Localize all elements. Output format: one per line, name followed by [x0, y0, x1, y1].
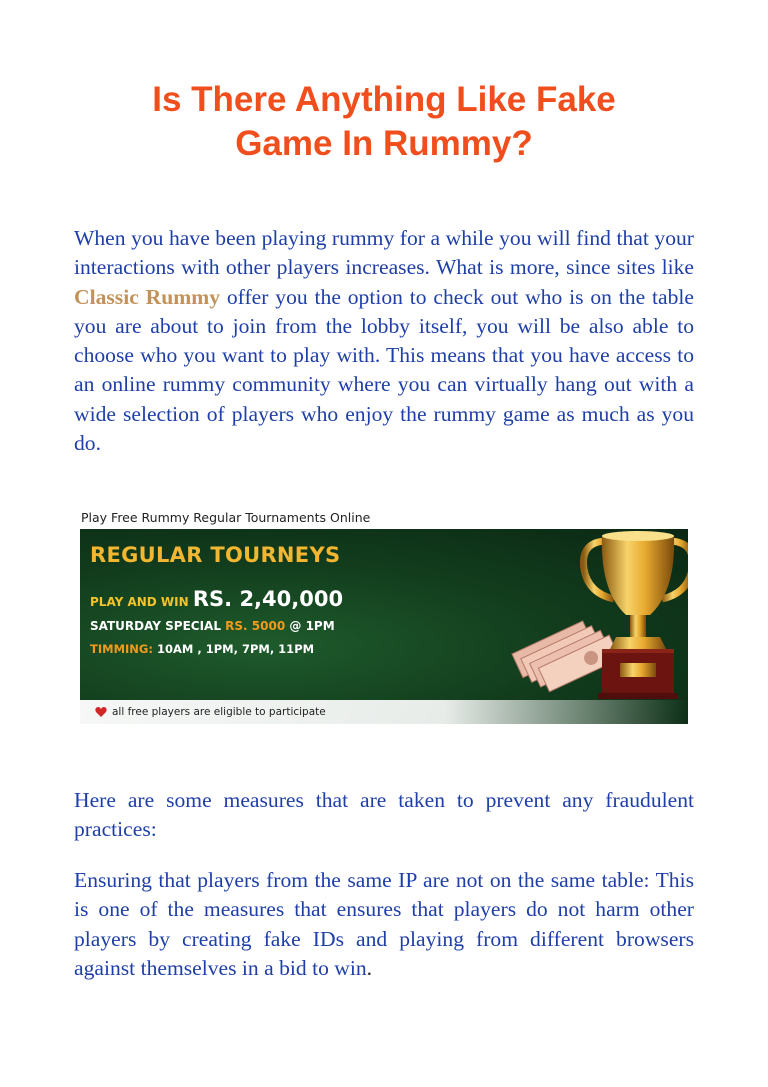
- timing-values: 10AM , 1PM, 7PM, 11PM: [156, 642, 315, 656]
- timing-label: TIMMING:: [90, 642, 153, 656]
- saturday-amount: RS. 5000: [225, 619, 286, 633]
- trophy-icon: [510, 529, 688, 724]
- prize-amount: RS. 2,40,000: [192, 587, 344, 611]
- ip-measure-paragraph: [74, 866, 694, 983]
- intro-text-after: offer you the option to check out who is on the table you are about to join from the lobby itself, you will be also able to choose who you want to play with. This means that you have access to an online rummy community where you can virtually hang out with a wide selection of players who enjoy the rummy game as much as you do.: [74, 284, 694, 456]
- saturday-time: @ 1PM: [289, 619, 335, 633]
- heart-icon: [95, 706, 107, 718]
- title-line-2: Game In Rummy?: [235, 124, 533, 163]
- measures-intro-paragraph: Here are some measures that are taken to prevent any fraudulent practices:: [74, 788, 694, 842]
- banner-caption: Play Free Rummy Regular Tournaments Online: [81, 510, 371, 525]
- ip-measure-period: .: [366, 955, 373, 980]
- banner-footer-text: all free players are eligible to participate: [112, 706, 326, 718]
- banner-saturday-line: [90, 619, 335, 633]
- saturday-label: SATURDAY SPECIAL: [90, 619, 221, 633]
- banner-headline: REGULAR TOURNEYS: [90, 543, 341, 567]
- title-line-1: Is There Anything Like Fake: [152, 80, 616, 119]
- banner-prize-line: [90, 587, 343, 611]
- play-win-label: PLAY AND WIN: [90, 595, 189, 609]
- tournament-banner[interactable]: [80, 529, 688, 724]
- intro-text-before: When you have been playing rummy for a while you will find that your interactions with other players increases. What is more, since sites like: [74, 226, 694, 280]
- ip-measure-text: Ensuring that players from the same IP are not on the same table: This is one of the measures that ensures that players do not harm other players by creating fake IDs and playing from different browsers against themselves in a bid to win: [74, 868, 694, 980]
- intro-paragraph: [74, 224, 694, 458]
- classic-rummy-link[interactable]: Classic Rummy: [74, 284, 221, 309]
- page-title: [74, 78, 694, 166]
- banner-timing-line: [90, 642, 314, 656]
- banner-footer-bar: [80, 700, 688, 724]
